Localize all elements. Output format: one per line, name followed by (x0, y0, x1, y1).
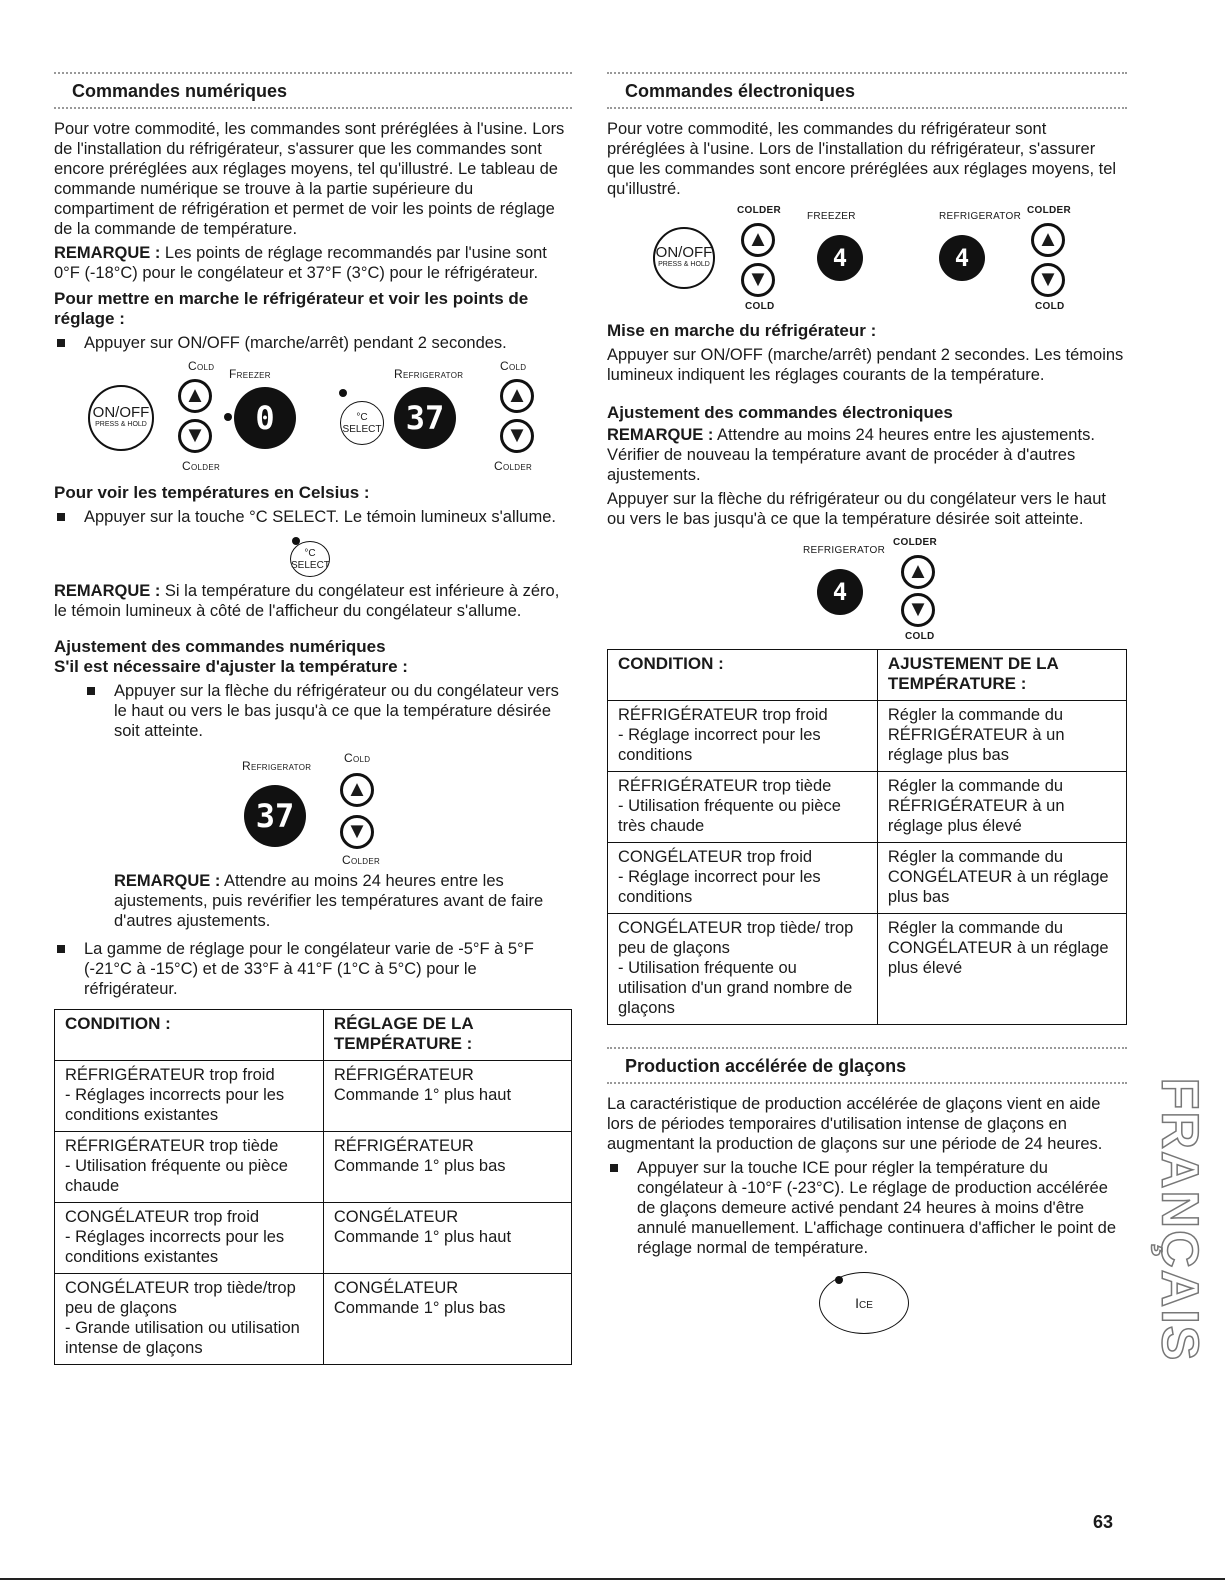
cold-label: Cold (344, 751, 371, 765)
intro-paragraph: Pour votre commodité, les commandes du réfrigérateur sont préréglées à l'usine. Lors de l'installation du réfrigérateur, s'assurer que les commandes sont encore préréglées aux réglages moyens, tel qu'illustré. (607, 120, 1117, 198)
table-cell: CONGÉLATEUR trop tiède/ trop peu de glaçons - Utilisation fréquente ou utilisation d'un grand nombre de glaçons (608, 914, 878, 1025)
freezer-down-arrow-icon[interactable]: ▼ (178, 419, 212, 453)
right-column (607, 72, 1127, 1342)
table-row (608, 701, 1127, 772)
table-cell: RÉFRIGÉRATEUR trop froid - Réglage incorrect pour les conditions (608, 701, 878, 772)
table-cell: CONGÉLATEUR trop tiède/trop peu de glaçons - Grande utilisation ou utilisation intense de glaçons (55, 1274, 324, 1365)
freezer-display: 0 (234, 387, 296, 449)
table-cell: Régler la commande du CONGÉLATEUR à un réglage plus bas (877, 843, 1126, 914)
left-column (54, 72, 572, 1365)
table-cell: RÉFRIGÉRATEUR Commande 1° plus haut (323, 1061, 571, 1132)
freezer-label: Freezer (229, 367, 271, 381)
table-cell: CONGÉLATEUR Commande 1° plus haut (323, 1203, 571, 1274)
divider (0, 1578, 1225, 1580)
bullet-item: Appuyer sur la touche °C SELECT. Le témoin lumineux s'allume. (54, 507, 572, 527)
refrigerator-adjust-figure (607, 533, 1127, 649)
table-row (55, 1274, 572, 1365)
paragraph: Appuyer sur ON/OFF (marche/arrêt) pendant 2 secondes. Les témoins lumineux indiquent les réglages courants de la température. (607, 346, 1124, 384)
celsius-select-button[interactable]: °C SELECT (290, 541, 330, 577)
refrigerator-down-arrow-icon[interactable]: ▼ (500, 419, 534, 453)
colder-label: Colder (342, 853, 381, 867)
table-cell: Régler la commande du CONGÉLATEUR à un réglage plus élevé (877, 914, 1126, 1025)
table-header: CONDITION : (608, 650, 878, 701)
freezer-up-arrow-icon[interactable]: ▲ (178, 379, 212, 413)
refrigerator-label: Refrigerator (242, 759, 312, 773)
refrigerator-adjust-figure (54, 745, 572, 871)
subheading: Mise en marche du réfrigérateur : (607, 321, 877, 340)
on-off-button[interactable]: ON/OFF PRESS & HOLD (88, 385, 154, 451)
table-row (55, 1203, 572, 1274)
note-paragraph: REMARQUE : Attendre au moins 24 heures entre les ajustements. Vérifier de nouveau la température avant de procéder à d'autres ajustements. (607, 426, 1095, 484)
bullet-item: Appuyer sur la touche ICE pour régler la température du congélateur à -10°F (-23°C). Le réglage de production accélérée de glaçons demeure activé pendant 24 heures à moins d'être annulé manuellement. L'affichage continuera d'afficher le point de réglage normal de température. (607, 1158, 1127, 1258)
refrigerator-display: 4 (939, 235, 985, 281)
celsius-select-button[interactable]: °C SELECT (340, 401, 384, 445)
on-off-button[interactable]: ON/OFF PRESS & HOLD (653, 227, 715, 289)
indicator-light (224, 413, 232, 421)
table-cell: RÉFRIGÉRATEUR trop froid - Réglages incorrects pour les conditions existantes (55, 1061, 324, 1132)
section-heading: Commandes numériques (54, 72, 572, 109)
table-header: AJUSTEMENT DE LA TEMPÉRATURE : (877, 650, 1126, 701)
freezer-display: 4 (817, 235, 863, 281)
bullet-item: Appuyer sur ON/OFF (marche/arrêt) pendant 2 secondes. (54, 333, 572, 353)
cold-label: Cold (500, 359, 527, 373)
ice-button[interactable]: Ice (819, 1272, 909, 1334)
refrigerator-display: 37 (244, 785, 306, 847)
table-row (608, 914, 1127, 1025)
table-cell: RÉFRIGÉRATEUR trop tiède - Utilisation fréquente ou pièce très chaude (608, 772, 878, 843)
up-arrow-icon[interactable]: ▲ (901, 555, 935, 589)
cold-label: COLD (905, 631, 935, 642)
table-row (55, 1132, 572, 1203)
table-cell: CONGÉLATEUR Commande 1° plus bas (323, 1274, 571, 1365)
bullet-item: Appuyer sur la flèche du réfrigérateur ou du congélateur vers le haut ou vers le bas jusqu'à ce que la température désirée soit atteinte. (54, 681, 572, 741)
refrigerator-label: REFRIGERATOR (803, 545, 886, 556)
freezer-down-arrow-icon[interactable]: ▼ (741, 263, 775, 297)
table-row (55, 1061, 572, 1132)
ice-button-figure (607, 1262, 1127, 1342)
colder-label: COLDER (893, 537, 938, 548)
section-heading: Production accélérée de glaçons (607, 1047, 1127, 1084)
colder-label: COLDER (1027, 205, 1072, 216)
note-paragraph: REMARQUE : Les points de réglage recommandés par l'usine sont 0°F (-18°C) pour le congélateur et 37°F (3°C) pour le réfrigérateur. (54, 244, 547, 282)
cold-label: COLD (745, 301, 775, 312)
bullet-item: La gamme de réglage pour le congélateur varie de -5°F à 5°F (-21°C à -15°C) et de 33°F à 41°F (1°C à 5°C) pour le réfrigérateur. (54, 939, 572, 999)
intro-paragraph: Pour votre commodité, les commandes sont préréglées à l'usine. Lors de l'installation du réfrigérateur, s'assurer que les commandes sont encore préréglées aux réglages moyens, tel qu'illustré. Le tableau de commande numérique se trouve à la partie supérieure du compartiment de réfrigération et permet de voir les points de réglage de la commande de température. (54, 120, 565, 238)
language-side-tab: FRANÇAIS (1150, 1077, 1209, 1363)
subheading: Ajustement des commandes électroniques (607, 403, 953, 422)
table-cell: CONGÉLATEUR trop froid - Réglages incorrects pour les conditions existantes (55, 1203, 324, 1274)
table-cell: CONGÉLATEUR trop froid - Réglage incorrect pour les conditions (608, 843, 878, 914)
note-paragraph: REMARQUE : Si la température du congélateur est inférieure à zéro, le témoin lumineux à côté de l'afficheur du congélateur s'allume. (54, 582, 560, 620)
subheading: S'il est nécessaire d'ajuster la température : (54, 657, 408, 676)
paragraph: Appuyer sur la flèche du réfrigérateur ou du congélateur vers le haut ou vers le bas jusqu'à ce que la température désirée soit atteinte. (607, 490, 1106, 528)
table-header-row (55, 1010, 572, 1061)
subheading: Ajustement des commandes numériques (54, 637, 386, 656)
cold-label: Cold (188, 359, 215, 373)
digital-control-panel-figure (54, 357, 572, 477)
refrigerator-label: Refrigerator (394, 367, 464, 381)
table-cell: RÉFRIGÉRATEUR trop tiède - Utilisation fréquente ou pièce chaude (55, 1132, 324, 1203)
indicator-light (339, 389, 347, 397)
electronic-control-panel-figure (607, 203, 1127, 315)
condition-table (607, 649, 1127, 1025)
freezer-up-arrow-icon[interactable]: ▲ (741, 223, 775, 257)
subheading: Pour mettre en marche le réfrigérateur et voir les points de réglage : (54, 289, 529, 328)
down-arrow-icon[interactable]: ▼ (901, 593, 935, 627)
section-heading: Commandes électroniques (607, 72, 1127, 109)
table-cell: Régler la commande du RÉFRIGÉRATEUR à un réglage plus bas (877, 701, 1126, 772)
table-header: RÉGLAGE DE LA TEMPÉRATURE : (323, 1010, 571, 1061)
freezer-label: FREEZER (807, 211, 856, 222)
refrigerator-label: REFRIGERATOR (939, 211, 1022, 222)
refrigerator-up-arrow-icon[interactable]: ▲ (500, 379, 534, 413)
colder-label: Colder (494, 459, 533, 473)
subheading: Pour voir les températures en Celsius : (54, 483, 370, 502)
table-header: CONDITION : (55, 1010, 324, 1061)
table-row (608, 772, 1127, 843)
refrigerator-display: 37 (394, 387, 456, 449)
table-row (608, 843, 1127, 914)
page-number: 63 (1093, 1512, 1114, 1532)
cold-label: COLD (1035, 301, 1065, 312)
paragraph: La caractéristique de production accélérée de glaçons vient en aide lors de périodes temporaires d'utilisation intense de glaçons en augmentant la production de glaçons sur une période de 24 heures. (607, 1095, 1103, 1153)
celsius-select-figure (54, 531, 572, 581)
table-header-row (608, 650, 1127, 701)
note-paragraph: REMARQUE : Attendre au moins 24 heures entre les ajustements, puis revérifier les températures avant de faire d'autres ajustements. (114, 872, 544, 930)
refrigerator-display: 4 (817, 569, 863, 615)
colder-label: Colder (182, 459, 221, 473)
refrigerator-down-arrow-icon[interactable]: ▼ (1031, 263, 1065, 297)
up-arrow-icon[interactable]: ▲ (340, 773, 374, 807)
table-cell: Régler la commande du RÉFRIGÉRATEUR à un réglage plus élevé (877, 772, 1126, 843)
colder-label: COLDER (737, 205, 782, 216)
refrigerator-up-arrow-icon[interactable]: ▲ (1031, 223, 1065, 257)
table-cell: RÉFRIGÉRATEUR Commande 1° plus bas (323, 1132, 571, 1203)
condition-table (54, 1009, 572, 1365)
down-arrow-icon[interactable]: ▼ (340, 815, 374, 849)
